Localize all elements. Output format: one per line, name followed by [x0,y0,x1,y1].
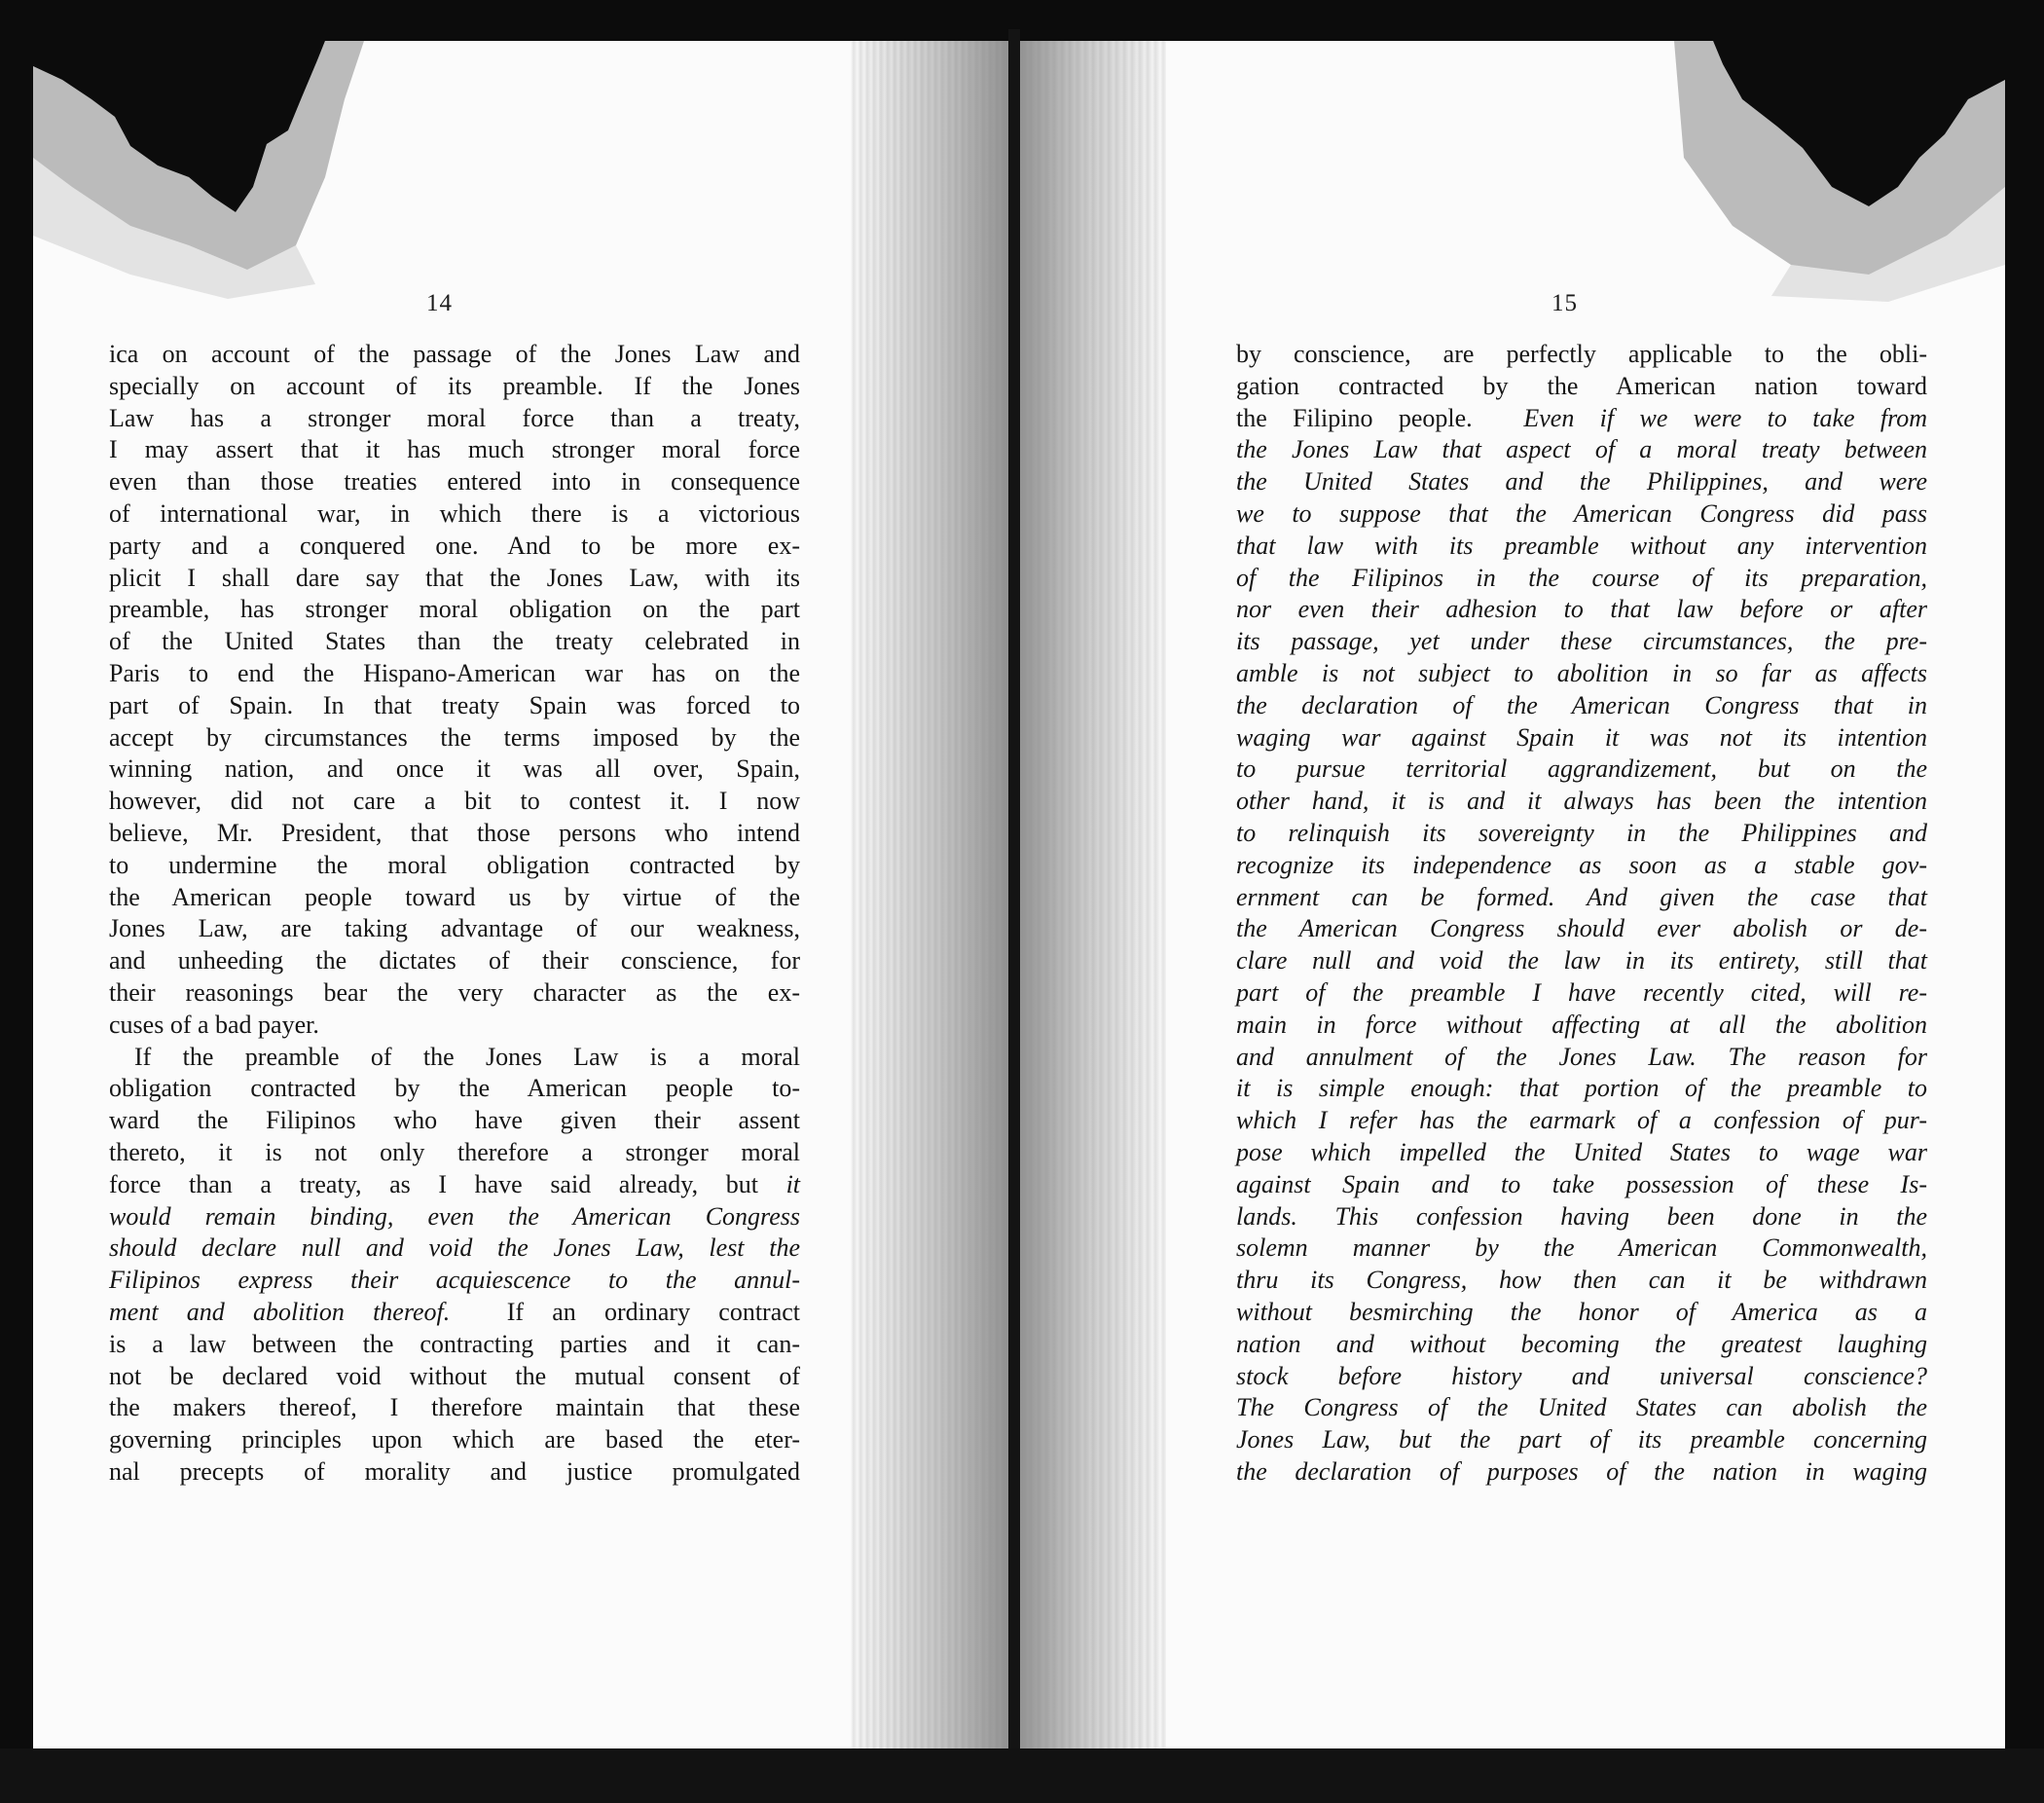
text-line: cuses of a bad payer. [109,1010,319,1039]
text-line: the American people toward us by virtue of the [109,882,800,911]
text-line-italic: thru its Congress, how then can it be withdrawn [1236,1266,1927,1295]
text-line: preamble, has stronger moral obligation on the part [109,595,800,624]
text-line: of international war, in which there is a victorious [109,498,800,528]
left-page-content [33,41,1016,1749]
text-line: not be declared void without the mutual consent of [109,1361,800,1390]
body-text-column [109,339,800,1489]
text-line: believe, Mr. President, that those persons who intend [109,818,800,847]
text-line: nal precepts of morality and justice promulgated [109,1456,800,1486]
text-line: to undermine the moral obligation contracted by [109,850,800,879]
text-line: party and a conquered one. And to be more ex- [109,531,800,560]
text-line: thereto, it is not only therefore a stronger moral [109,1137,800,1166]
text-line-italic: nor even their adhesion to that law before or after [1236,595,1927,624]
text-line: accept by circumstances the terms imposed by the [109,722,800,752]
text-line: Law has a stronger moral force than a treaty, [109,403,800,432]
text-line: their reasonings bear the very character as the ex- [109,977,800,1007]
text-line-italic: it is simple enough: that portion of the preamble to [1236,1074,1927,1103]
text-line: part of Spain. In that treaty Spain was forced to [109,690,800,719]
text-line: and unheeding the dictates of their conscience, for [109,946,800,975]
text-line-italic: the Jones Law that aspect of a moral treaty between [1236,435,1927,464]
text-line: Jones Law, are taking advantage of our weakness, [109,914,800,943]
text-line-italic: and annulment of the Jones Law. The reason for [1236,1042,1927,1071]
right-page-content [1020,41,2005,1749]
page-number: 14 [426,290,453,316]
text-line: even than those treaties entered into in consequence [109,467,800,497]
text-line-italic: to relinquish its sovereignty in the Philippines and [1236,818,1927,847]
text-line-italic: Jones Law, but the part of its preamble concerning [1236,1425,1927,1454]
text-line-italic: the declaration of purposes of the nation in waging [1236,1456,1927,1486]
text-line-italic: nation and without becoming the greatest laughing [1236,1329,1927,1358]
text-line-italic: to pursue territorial aggrandizement, but on the [1236,754,1927,784]
text-line: the makers thereof, I therefore maintain that these [109,1393,800,1422]
text-line: by conscience, are perfectly applicable to the obli- [1236,340,1927,368]
text-line-italic: lands. This confession having been done in the [1236,1201,1927,1231]
paragraph-first-line: If the preamble of the Jones Law is a moral [134,1042,800,1071]
text-line-italic: recognize its independence as soon as a stable gov- [1236,850,1927,879]
text-line-italic: Filipinos express their acquiescence to the annul- [109,1266,800,1295]
text-line-italic: waging war against Spain it was not its intention [1236,722,1927,752]
text-line-italic: without besmirching the honor of America as a [1236,1297,1927,1326]
text-line-italic: pose which impelled the United States to wage war [1236,1137,1927,1166]
text-line-italic: the United States and the Philippines, and were [1236,467,1927,497]
text-line-italic: which I refer has the earmark of a confession of pur- [1236,1106,1927,1135]
text-line: winning nation, and once it was all over, Spain, [109,754,800,784]
text-line-italic: part of the preamble I have recently cited, will re- [1236,977,1927,1007]
text-line: Paris to end the Hispano-American war has on the [109,658,800,687]
text-line: of the United States than the treaty celebrated in [109,627,800,656]
text-segment: force than a treaty, as I have said already, but [109,1169,758,1198]
text-line-italic: The Congress of the United States can abolish the [1236,1393,1927,1422]
text-segment: If an ordinary contract [506,1297,801,1326]
text-line-mixed [1236,403,1927,435]
text-line-italic: of the Filipinos in the course of its preparation, [1236,563,1927,592]
italic-segment: ment and abolition thereof. [109,1297,451,1326]
text-line-mixed [109,1297,800,1329]
text-line-italic: ernment can be formed. And given the case that [1236,882,1927,911]
text-line-italic: its passage, yet under these circumstances, the pre- [1236,627,1927,656]
text-line: gation contracted by the American nation toward [1236,371,1927,400]
text-line: obligation contracted by the American people to- [109,1074,800,1103]
text-line: I may assert that it has much stronger moral force [109,435,800,464]
italic-segment: it [785,1169,801,1198]
text-line-italic: stock before history and universal conscience? [1236,1361,1927,1390]
text-line-italic: should declare null and void the Jones Law, lest the [109,1233,800,1263]
scan-bottom-border [0,1748,2044,1803]
text-line-italic: that law with its preamble without any intervention [1236,531,1927,560]
text-line-italic: the American Congress should ever abolish or de- [1236,914,1927,943]
text-segment: the Filipino people. [1236,403,1473,432]
text-line: ward the Filipinos who have given their assent [109,1106,800,1135]
text-line-italic: would remain binding, even the American Congress [109,1201,800,1231]
text-line-italic: against Spain and to take possession of these Is- [1236,1169,1927,1198]
text-line-italic: clare null and void the law in its entirety, still that [1236,946,1927,975]
italic-segment: Even if we were to take from [1523,403,1928,432]
text-line-italic: main in force without affecting at all the abolition [1236,1010,1927,1039]
text-line: ica on account of the passage of the Jones Law and [109,340,800,368]
text-line: is a law between the contracting parties and it can- [109,1329,800,1358]
body-text-column [1236,339,1927,1489]
text-line-italic: we to suppose that the American Congress did pass [1236,498,1927,528]
text-line-italic: solemn manner by the American Commonwealth, [1236,1233,1927,1263]
page-number: 15 [1551,290,1578,316]
text-line-mixed [109,1169,800,1201]
text-line: governing principles upon which are based the eter- [109,1425,800,1454]
text-line: plicit I shall dare say that the Jones Law, with its [109,563,800,592]
text-line: specially on account of its preamble. If the Jones [109,371,800,400]
text-line-italic: amble is not subject to abolition in so far as affects [1236,658,1927,687]
text-line-italic: the declaration of the American Congress that in [1236,690,1927,719]
text-line: however, did not care a bit to contest it. I now [109,787,800,816]
text-line-italic: other hand, it is and it always has been the intention [1236,787,1927,816]
